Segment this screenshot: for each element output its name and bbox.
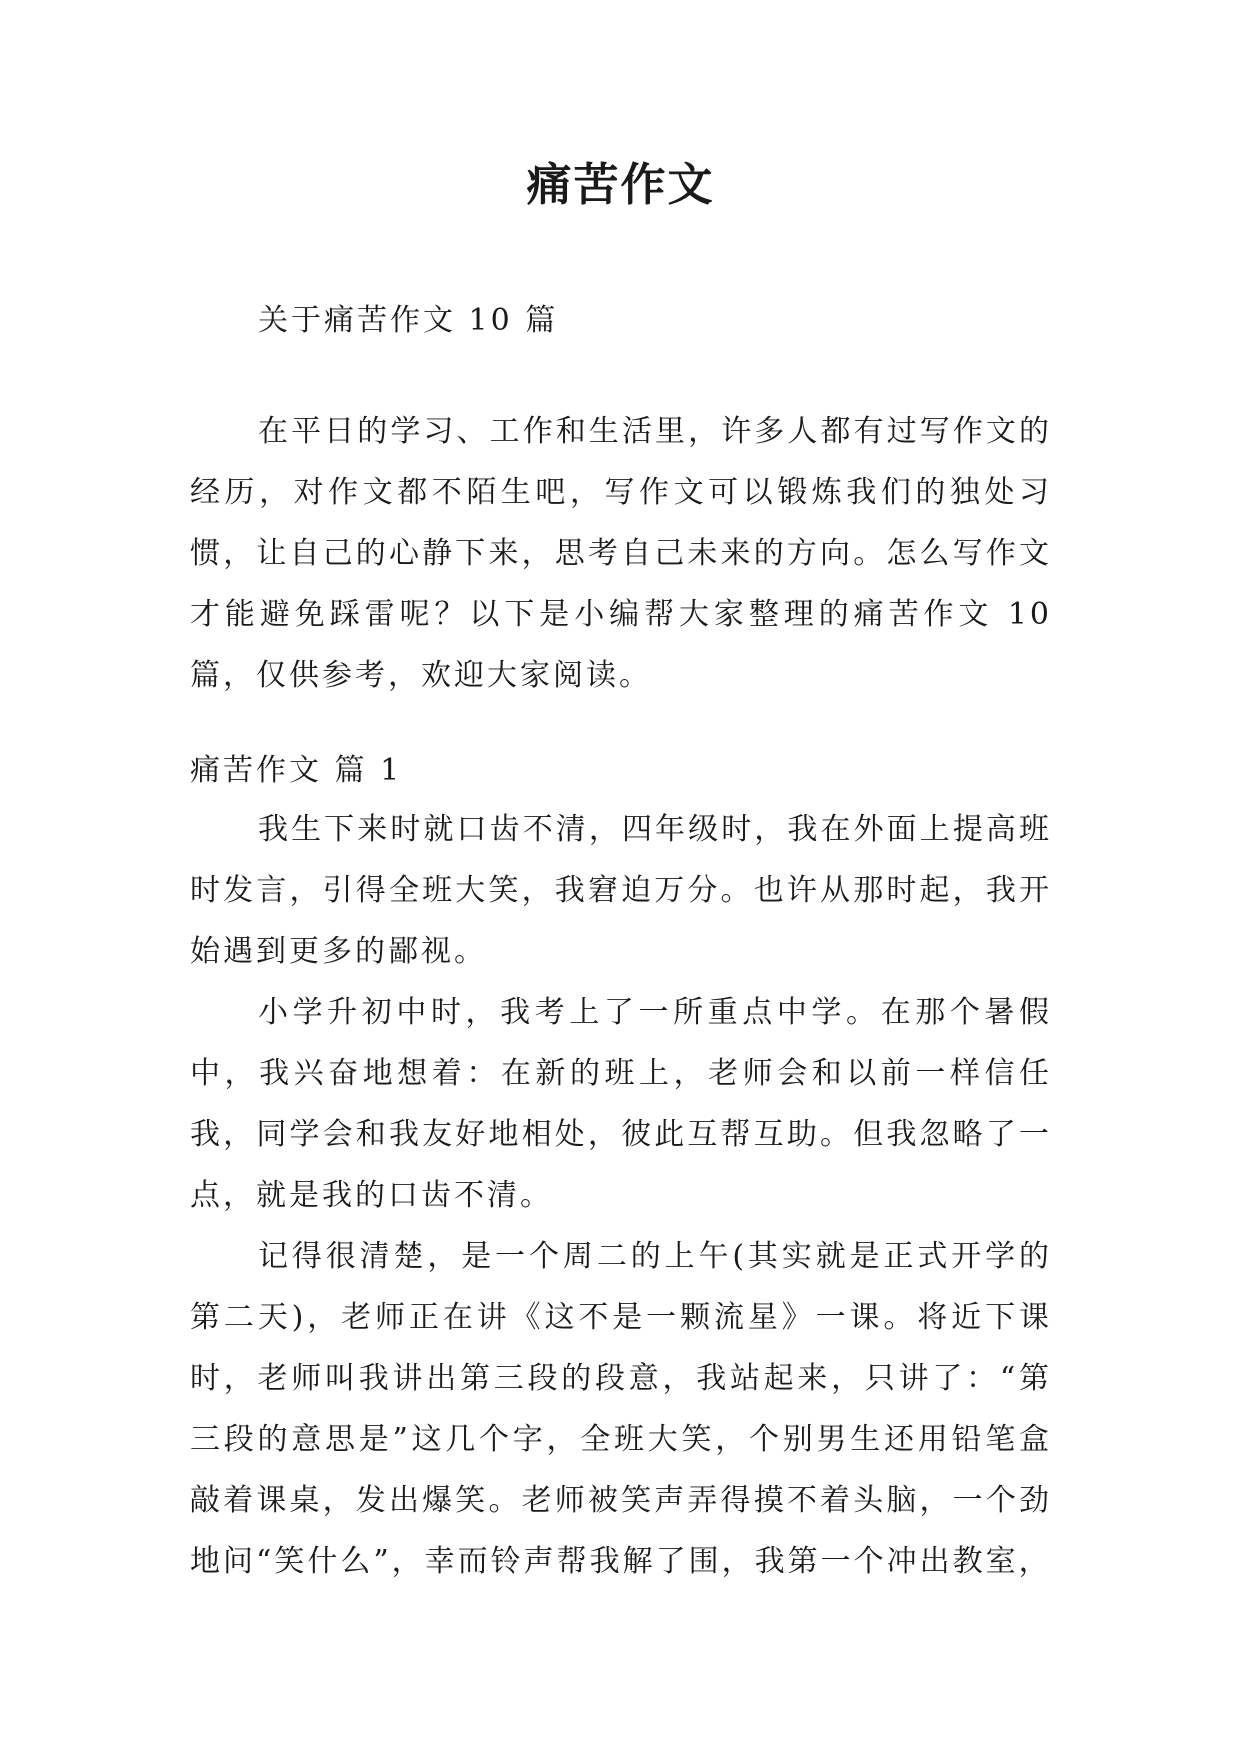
section-heading: 痛苦作文 篇 1 bbox=[190, 753, 403, 788]
essay-paragraph: 我生下来时就口齿不清，四年级时，我在外面上提高班时发言，引得全班大笑，我窘迫万分。也许从那时起，我开始遇到更多的鄙视。 bbox=[190, 812, 1052, 969]
essay-paragraph: 记得很清楚，是一个周二的上午(其实就是正式开学的第二天)，老师正在讲《这不是一颗流星》一课。将近下课时，老师叫我讲出第三段的段意，我站起来，只讲了：“第三段的意思是”这几个字，全班大笑，个别男生还用铅笔盒敲着课桌，发出爆笑。老师被笑声弄得摸不着头脑，一个劲地问“笑什么”，幸而铃声帮我解了围，我第一个冲出教室， bbox=[190, 1239, 1052, 1579]
essay-body bbox=[190, 799, 1052, 1592]
document-title: 痛苦作文 bbox=[526, 158, 715, 211]
essay-paragraph: 小学升初中时，我考上了一所重点中学。在那个暑假中，我兴奋地想着：在新的班上，老师会和以前一样信任我，同学会和我友好地相处，彼此互帮互助。但我忽略了一点，就是我的口齿不清。 bbox=[190, 995, 1052, 1213]
document-subtitle: 关于痛苦作文 10 篇 bbox=[258, 303, 559, 338]
intro-paragraph: 在平日的学习、工作和生活里，许多人都有过写作文的经历，对作文都不陌生吧，写作文可以锻炼我们的独处习惯，让自己的心静下来，思考自己未来的方向。怎么写作文才能避免踩雷呢？以下是小编帮大家整理的痛苦作文 10 篇，仅供参考，欢迎大家阅读。 bbox=[190, 414, 1052, 693]
